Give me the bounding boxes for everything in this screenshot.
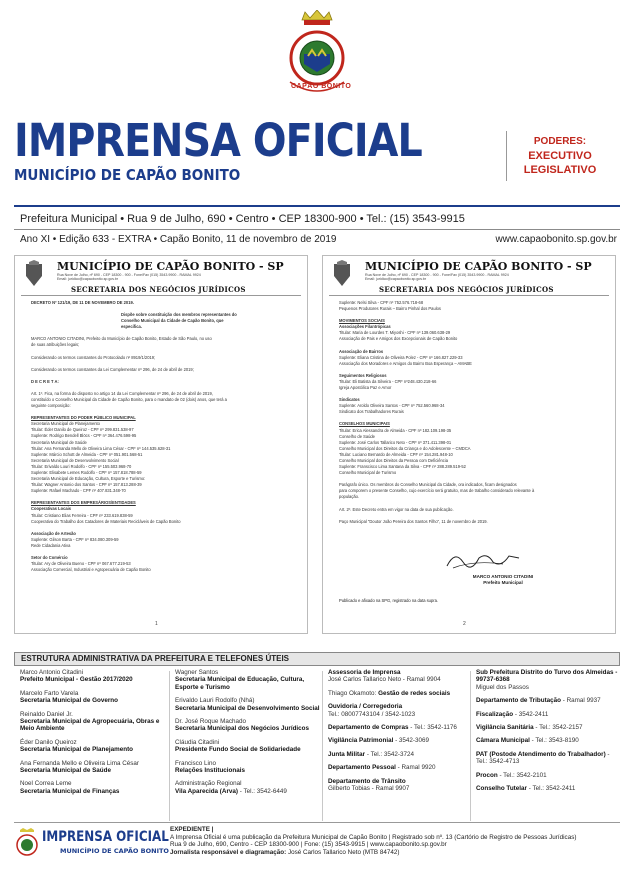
decree-line: Sindicatos [339,397,360,403]
decree-line: Igreja Apostólica Paz e Amor [339,385,392,391]
doc-address: Rua Nove de Julho, nº 690 - CEP 18300 - 900 - Fone/Fax (015) 3543.9900 - RAMAL 9924 Email: juridico@capaobonito.sp.gov.br [57,273,201,281]
structure-name: Ana Fernanda Mello e Oliveira Lima César [20,759,139,767]
decree-body [15,296,307,577]
decree-line: seguinte composição: [31,403,71,409]
powers-box [506,131,609,181]
decree-line: MOVIMENTOS SOCIAIS [339,318,385,324]
structure-tel: - Tel.: 3542-3724 [365,750,414,758]
decree-line: Titular: Éder Danilo de Queiroz - CPF nº 299.831.538-97 [31,427,134,433]
decree-line: Conselho Municipal dos Direitos da Criança e do Adolescente – CMDCA [339,445,471,451]
structure-tel: - Tel.: 3542-1176 [408,724,457,732]
doc-title: MUNICÍPIO DE CAPÃO BONITO - SP [365,260,592,273]
decree-line: Titular: Ana Fernanda Mello de Oliveira Lima César - CPF nº 144.535.628-31 [31,445,171,451]
signatory-title: Prefeito Municipal [483,580,523,585]
decree-line: de suas atribuições legais; [31,342,80,348]
structure-name: Wagner Santos [175,669,219,676]
structure-role: Câmara Municipal [476,737,530,745]
decree-line: Titular: Wagner Antonio dos Santos - CPF nº 157.813.288-39 [31,482,142,488]
structure-role: Vigilância Patrimonial [328,737,394,745]
structure-tel: - Tel.: 3543-8190 [529,737,579,745]
structure-tel: - Tel.: 3542-2101 [497,771,547,779]
structure-tel: - Ramal 9920 [395,764,436,772]
structure-name: Erivaldo Lauri Rodolfo (Nhá) [175,697,255,705]
structure-role: Ouvidoria / Corregedoria [328,703,403,711]
decree-line: Art. 2º. Este Decreto entra em vigor na data de sua publicação. [339,506,454,512]
structure-column-1 [20,669,165,801]
structure-role: Secretaria Municipal de Planejamento [20,746,134,754]
footer-logo-subtitle: MUNICÍPIO DE CAPÃO BONITO [60,847,169,855]
structure-role: PAT (Postode Atendimento do Trabalhador) [476,750,606,758]
structure-column-3 [328,669,468,798]
decree-line: Suplente: José Carlos Tallarico Neto - CPF nº 371.411.398-01 [339,439,452,445]
signatory-name: MARCO ANTONIO CITADINI [472,574,534,579]
structure-entry [328,764,468,771]
footer-divider [14,822,620,823]
decree-line: Suplente: Eliana Cristina de Oliveira Polez - CPF nº 166.827.229-33 [339,354,463,360]
decree-line: Art. 1º. Fica, na forma do disposto no artigo 14 da Lei Complementar nº 296, de 24 de abril de 2019, [31,390,213,396]
structure-name: Noel Correa Leme [20,780,72,788]
power-executive: EXECUTIVO [528,150,592,162]
structure-role: Secretaria Municipal de Desenvolvimento Social [175,704,320,712]
decree-line: Pequenos Produtores Rurais – Bairro Pinhal dos Paulos [339,306,441,312]
decree-line: Secretaria Municipal de Planejamento [31,421,100,427]
decree-line: Associação dos Moradores e Amigos do Bairro Boa Esperança – AMABE [339,360,472,366]
decree-line: Secretaria Municipal de Desenvolvimento Social [31,457,119,463]
structure-entry [175,760,320,775]
structure-tel: - Tel.: 3542-2157 [533,724,583,732]
municipal-coat-of-arms [282,10,352,96]
address-line: Prefeitura Municipal • Rua 9 de Julho, 690 • Centro • CEP 18300-900 • Tel.: (15) 3543-9915 [20,213,465,225]
structure-role: Junta Militar [328,750,366,758]
footer-expediente [170,826,620,856]
structure-tel: - 3542-2411 [513,710,549,718]
decree-line: especifica. [121,324,142,330]
structure-entry [20,760,165,775]
structure-entry [20,780,165,795]
masthead-divider [14,205,620,207]
decree-line: Suplente: Nelsi Silva - CPF nº 752.576.718-68 [339,300,424,305]
decree-line: Titular: Cristiano Elias Ferreira - CPF nº 233.619.838-59 [31,512,133,518]
structure-name: José Carlos Tallarico Neto - Ramal 9904 [328,676,441,684]
structure-name: Cláudia Citadini [175,738,220,746]
decree-line: Paço Municipal "Doutor João Pereira dos Santos Filho", 11 de novembro de 2019. [339,518,488,524]
structure-entry [476,724,618,731]
structure-entry [20,669,165,684]
decree-line: Titular: Eli Batista da Silveira - CPF nº248.430.218-66 [339,378,437,384]
structure-name: Marco Antonio Citadini [20,669,84,676]
structure-tel: - Tel.: 3542-2411 [526,785,576,793]
decree-line: Associação Comercial, Industrial e Agropecuária de Capão Bonito [31,567,151,573]
decree-line: REPRESENTANTES DO PODER PÚBLICO MUNICIPAL [31,415,136,421]
decree-line: Parágrafo único. Os membros do Conselho Municipal da Cidade, ora indicados, ficam designados [339,482,517,488]
column-divider [322,671,323,821]
structure-entry [476,737,618,744]
doc-crest-icon [23,260,45,288]
expediente-line-1: A Imprensa Oficial é uma publicação da Prefeitura Municipal de Capão Bonito | Registrado sob nº. 13 (Cartório de Registro de Pessoas Jurídicas) [170,833,577,841]
doc-crest-icon [331,260,353,288]
footer-logo [16,826,169,866]
decree-line: Suplente: Gilson Barta - CPF nº 834.080.309-59 [31,536,119,542]
decree-line: Seguimentos Religiosos [339,372,387,378]
structure-role: Prefeito Municipal - Gestão 2017/2020 [20,676,133,684]
structure-name: Marcelo Farto Varela [20,689,79,697]
structure-role: Secretaria Municipal de Saúde [20,767,111,775]
signature-block [443,574,563,586]
decree-page-1 [14,255,308,634]
structure-column-2 [175,669,320,801]
decree-line: constituído o Conselho Municipal da Cidade de Capão Bonito, para o mandato de 02 (dois) anos, que terá a [31,396,227,402]
decree-line: Associação de Artesão [31,530,76,536]
structure-entry [175,697,320,712]
signature-image [443,548,523,572]
structure-entry [328,703,468,718]
decree-line: Rede Cidadania Ativa [31,542,71,548]
decree-line: Secretaria Municipal de Educação, Cultura, Esporte e Turismo: [31,476,146,482]
structure-role: Sub Prefeitura Distrito do Turvo dos Almeidas - 99737-6368 [476,669,618,684]
decree-line: MARCO ANTONIO CITADINI, Prefeito do Município de Capão Bonito, Estado de São Paulo, no uso [31,336,212,342]
structure-entry [20,739,165,754]
decree-line: DECRETO Nº 121/19, DE 11 DE NOVEMBRO DE 2019. [31,300,134,305]
expediente-line-2: Rua 9 de Julho, 690, Centro - CEP 18300-900 | Fone: (15) 3543-9915 | www.capaobonito.sp.gov.br [170,841,447,849]
decree-line: Suplente: Márcio Schott de Almeida - CPF nº 051.901.568-51 [31,451,143,457]
expediente-label: EXPEDIENTE | [170,826,214,833]
structure-role: Fiscalização [476,710,514,718]
structure-entry [20,690,165,705]
decree-line: Associação de Pais e Amigos dos Excepcionais de Capão Bonito [339,336,458,342]
decree-line: população. [339,494,360,500]
footer-crest-icon [16,828,38,858]
structure-tel: - Tel.: 3542-6449 [238,787,287,795]
decree-line: Associações Filantrópicas [339,324,391,330]
decree-line: CONSELHOS MUNICIPAIS [339,421,390,427]
structure-role: Gestão de redes sociais [378,689,451,697]
page-number: 2 [463,621,466,627]
decree-line: Suplente: Elisabete Lemes Rodolfo - CPF nº 157.818.788-59 [31,469,142,475]
decree-line: Dispõe sobre constituição dos membros representantes do [121,312,237,318]
structure-entry [328,690,468,697]
decree-line: Suplente: Rafael Machado - CPF nº 407.831.348-70 [31,488,126,494]
decree-line: Secretaria Municipal de Saúde [31,439,87,445]
structure-entry [476,785,618,792]
decree-line: Suplente: Aroldo Oliveira Santos - CPF nº 752.560.968-34 [339,403,445,409]
decree-line: Conselho de Saúde [339,433,375,439]
structure-role: Vigilância Sanitária [476,724,534,732]
decree-line: REPRESENTANTES DOS EMPRESÁRIOS/ENTIDADES [31,500,136,506]
structure-entry [175,669,320,691]
doc-header [329,256,609,296]
decree-line: Titular: Ary de Oliveira Bueno - CPF nº 067.677.219-53 [31,561,131,567]
structure-entry [328,737,468,744]
structure-role: Departamento de Compras [328,724,409,732]
structure-name: Tel.: 08007743104 / 3542-1023 [328,710,416,718]
masthead-subtitle: MUNICÍPIO DE CAPÃO BONITO [14,166,241,184]
structure-name: Miguel dos Passos [476,683,529,691]
address-divider [14,229,620,230]
structure-role: Secretaria Municipal de Agropecuária, Obras e Meio Ambiente [20,718,160,733]
footer-logo-title: IMPRENSA OFICIAL [42,829,169,845]
decree-line: Titular: Erivaldo Louri Rodolfo - CPF nº 155.503.968-70 [31,463,132,469]
decree-line: Conselho Municipal de Turismo [339,470,397,476]
decree-line: Titular: Luciano Bernardo de Almeida - CPF nº 154.281.948-10 [339,451,453,457]
structure-entry [328,724,468,731]
decree-line: Titular: Maria de Lourdes T. Miyoshi - CPF nº 139.060.638-29 [339,330,451,336]
structure-name: Gilberto Tobias - Ramal 9907 [328,785,410,793]
doc-section: SECRETARIA DOS NEGÓCIOS JURÍDICOS [379,285,554,294]
structure-role: Relações Institucionais [175,767,245,775]
decree-line: Considerando os termos constantes da Lei Complementar nº 296, de 24 de abril de 2019; [31,366,194,372]
structure-tel: - Tel.: 3542-4713 [476,750,610,766]
page-number: 1 [155,621,158,627]
structure-role: Presidente Fundo Social de Solidariedade [175,746,301,754]
structure-entry [20,711,165,733]
decree-body [323,296,615,529]
structure-title: ESTRUTURA ADMINISTRATIVA DA PREFEITURA E TELEFONES ÚTEIS [14,652,620,666]
structure-tel: - 3542-3069 [393,737,430,745]
structure-role: Vila Aparecida (Arva) [175,787,238,795]
structure-role: Assessoria de Imprensa [328,669,401,676]
decree-line: Sindicato dos Trabalhadores Rurais [339,409,404,415]
column-divider [470,671,471,821]
structure-entry [328,669,468,684]
decree-line: Setor do Comércio [31,555,68,560]
doc-section: SECRETARIA DOS NEGÓCIOS JURÍDICOS [71,285,246,294]
structure-entry [175,739,320,754]
structure-entry [476,751,618,766]
structure-role: Secretaria Municipal de Educação, Cultura, Esporte e Turismo [175,676,305,691]
structure-entry [328,751,468,758]
decree-line: Suplente: Franscisco Lima Santana da Silva - CPF nº 288.289.519-52 [339,464,466,470]
structure-tel: - Ramal 9937 [561,697,601,705]
structure-entry [476,772,618,779]
decree-line: Conselho Municipal da Cidade de Capão Bonito, que [121,318,224,324]
structure-prefix: Thiago Okamoto: [328,689,379,697]
decree-line: Associação de Bairros [339,348,384,354]
structure-name: Administração Regional [175,780,242,788]
website-link[interactable]: www.capaobonito.sp.gov.br [495,234,617,245]
structure-name: Dr. José Roque Machado [175,718,247,726]
structure-role: Secretaria Municipal de Finanças [20,787,120,795]
structure-role: Secretaria Municipal de Governo [20,697,118,705]
administrative-structure [14,667,620,824]
decree-line: Titular: Erica Alessandra de Almeida - CPF nº 182.109.198-35 [339,427,452,433]
decree-line: Cooperativa do Trabalho dos Catadores de Materiais Recicláveis de Capão Bonito [31,518,181,524]
column-divider [169,671,170,821]
expediente-line-3: Jornalista responsável e diagramação: José Carlos Tallarico Neto (MTB 84742) [170,848,400,856]
publication-note: Publicado e afixado na SPG, registrado na data supra. [339,598,438,603]
structure-role: Conselho Tutelar [476,785,527,793]
structure-name: Éder Danilo Queiroz [20,738,77,746]
power-legislative: LEGISLATIVO [523,164,597,176]
structure-entry [476,697,618,704]
structure-role: Procon [476,771,498,779]
masthead [14,114,494,184]
structure-entry [175,718,320,733]
decree-line: Cooperativas Locais [31,506,72,512]
doc-title: MUNICÍPIO DE CAPÃO BONITO - SP [57,260,284,273]
structure-name: Francisco Lino [175,759,216,767]
masthead-title: IMPRENSA OFICIAL [14,114,422,167]
edition-line: Ano XI • Edição 633 - EXTRA • Capão Bonito, 11 de novembro de 2019 [20,234,337,245]
structure-role: Departamento de Trânsito [328,777,406,785]
structure-name: Reinaldo Daniel Jr. [20,710,73,718]
structure-role: Departamento Pessoal [328,764,396,772]
seal-text: CAPÃO BONITO [291,83,352,90]
decree-line: Considerando os termos constantes do Protocolado nº 8919/1/2019; [31,354,156,360]
structure-column-4 [476,669,618,798]
decree-line: para comporem o presente Conselho, cujo exercício será gratuito, mas de trabalho considerado relevante à [339,488,535,494]
structure-entry [476,711,618,718]
structure-entry [175,780,320,795]
structure-role: Departamento de Tributação [476,697,562,705]
structure-role: Secretaria Municipal dos Negócios Jurídicos [175,725,310,733]
structure-entry [328,778,468,793]
decree-page-2 [322,255,616,634]
decree-line: Conselho Municipal dos Direitos da Pessoa com Deficiência [339,457,448,463]
powers-label: PODERES: [533,136,587,147]
structure-entry [476,669,618,691]
decree-line: Suplente: Rodrigo Bendell Blöcs - CPF nº 364.476.598-95 [31,433,137,439]
decree-line: D E C R E T A: [31,378,59,384]
doc-header [21,256,301,296]
doc-address: Rua Nove de Julho, nº 690 - CEP 18300 - 900 - Fone/Fax (015) 3543.9900 - RAMAL 9924 Email: juridico@capaobonito.sp.gov.br [365,273,509,281]
